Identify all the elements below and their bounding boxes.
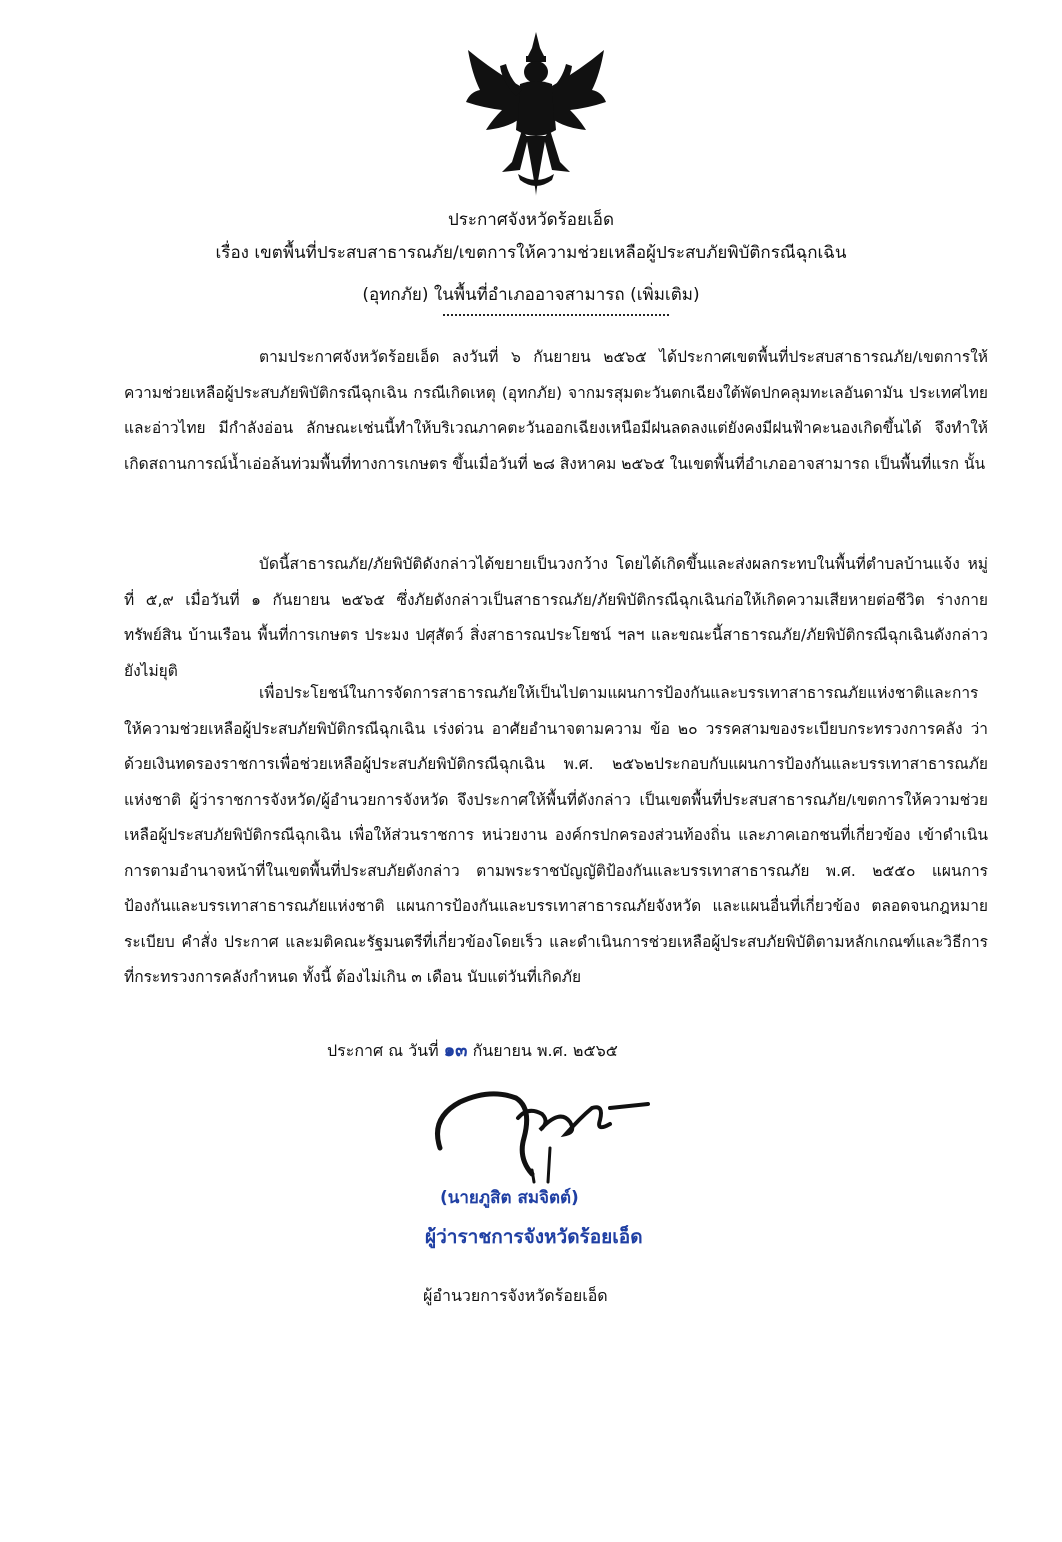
body-paragraph-1-container (124, 340, 988, 496)
announcement-title: ประกาศจังหวัดร้อยเอ็ด (447, 210, 615, 230)
dotted-divider (443, 314, 669, 316)
proclamation-suffix: กันยายน พ.ศ. ๒๕๖๕ (467, 1041, 618, 1060)
body-paragraph-2: บัดนี้สาธารณภัย/ภัยพิบัติดังกล่าวได้ขยายเป็นวงกว้าง โดยได้เกิดขึ้นและส่งผลกระทบในพื้นที่ตำบลบ้านแจ้ง หมู่ที่ ๕,๙ เมื่อวันที่ ๑ กันยายน ๒๕๖๕ ซึ่งภัยดังกล่าวเป็นสาธารณภัย/ภัยพิบัติกรณีฉุกเฉินก่อให้เกิดความเสียหายต่อชีวิต ร่างกาย ทรัพย์สิน บ้านเรือน พื้นที่การเกษตร ประมง ปศุสัตว์ สิ่งสาธารณประโยชน์ ฯลฯ และขณะนี้สาธารณภัย/ภัยพิบัติกรณีฉุกเฉินดังกล่าวยังไม่ยุติ (124, 555, 988, 680)
proclamation-day: ๑๓ (443, 1040, 468, 1061)
subject-line-2: (อุทกภัย) ในพื้นที่อำเภออาจสามารถ (เพิ่มเติม) (362, 285, 700, 305)
handwritten-signature (420, 1078, 660, 1188)
signatory-acting-title: ผู้อำนวยการจังหวัดร้อยเอ็ด (423, 1286, 608, 1305)
proclamation-date (327, 1038, 618, 1064)
signatory-name: (นายภูสิต สมจิตต์) (440, 1188, 579, 1208)
proclamation-prefix: ประกาศ ณ วันที่ (327, 1041, 444, 1060)
signatory-title: ผู้ว่าราชการจังหวัดร้อยเอ็ด (425, 1226, 643, 1248)
body-paragraph-3: เพื่อประโยชน์ในการจัดการสาธารณภัยให้เป็นไปตามแผนการป้องกันและบรรเทาสาธารณภัยแห่งชาติและการให้ความช่วยเหลือผู้ประสบภัยพิบัติกรณีฉุกเฉิน เร่งด่วน อาศัยอำนาจตามความ ข้อ ๒๐ วรรคสามของระเบียบกระทรวงการคลัง ว่าด้วยเงินทดรองราชการเพื่อช่วยเหลือผู้ประสบภัยพิบัติกรณีฉุกเฉิน พ.ศ. ๒๕๖๒ประกอบกับแผนการป้องกันและบรรเทาสาธารณภัยแห่งชาติ ผู้ว่าราชการจังหวัด/ผู้อำนวยการจังหวัด จึงประกาศให้พื้นที่ดังกล่าว เป็นเขตพื้นที่ประสบสาธารณภัย/เขตการให้ความช่วยเหลือผู้ประสบภัยพิบัติกรณีฉุกเฉิน เพื่อให้ส่วนราชการ หน่วยงาน องค์กรปกครองส่วนท้องถิ่น และภาคเอกชนที่เกี่ยวข้อง เข้าดำเนินการตามอำนาจหน้าที่ในเขตพื้นที่ประสบภัยดังกล่าว ตามพระราชบัญญัติป้องกันและบรรเทาสาธารณภัย พ.ศ. ๒๕๕๐ แผนการป้องกันและบรรเทาสาธารณภัยแห่งชาติ แผนการป้องกันและบรรเทาสาธารณภัยจังหวัด และแผนอื่นที่เกี่ยวข้อง ตลอดจนกฎหมาย ระเบียบ คำสั่ง ประกาศ และมติคณะรัฐมนตรีที่เกี่ยวข้องโดยเร็ว และดำเนินการช่วยเหลือผู้ประสบภัยพิบัติตามหลักเกณฑ์และวิธีการที่กระทรวงการคลังกำหนด ทั้งนี้ ต้องไม่เกิน ๓ เดือน นับแต่วันที่เกิดภัย (124, 684, 988, 986)
garuda-emblem-icon (462, 30, 610, 200)
body-paragraph-3-container (124, 676, 988, 1010)
subject-line-1: เรื่อง เขตพื้นที่ประสบสาธารณภัย/เขตการให้ความช่วยเหลือผู้ประสบภัยพิบัติกรณีฉุกเฉิน (215, 243, 847, 263)
body-paragraph-1: ตามประกาศจังหวัดร้อยเอ็ด ลงวันที่ ๖ กันยายน ๒๕๖๕ ได้ประกาศเขตพื้นที่ประสบสาธารณภัย/เขตการให้ความช่วยเหลือผู้ประสบภัยพิบัติกรณีฉุกเฉิน กรณีเกิดเหตุ (อุทกภัย) จากมรสุมตะวันตกเฉียงใต้พัดปกคลุมทะเลอันดามัน ประเทศไทย และอ่าวไทย มีกำลังอ่อน ลักษณะเช่นนี้ทำให้บริเวณภาคตะวันออกเฉียงเหนือมีฝนลดลงแต่ยังคงมีฝนฟ้าคะนองเกิดขึ้นได้ จึงทำให้เกิดสถานการณ์น้ำเอ่อล้นท่วมพื้นที่ทางการเกษตร ขึ้นเมื่อวันที่ ๒๘ สิงหาคม ๒๕๖๕ ในเขตพื้นที่อำเภออาจสามารถ เป็นพื้นที่แรก นั้น (124, 348, 988, 473)
